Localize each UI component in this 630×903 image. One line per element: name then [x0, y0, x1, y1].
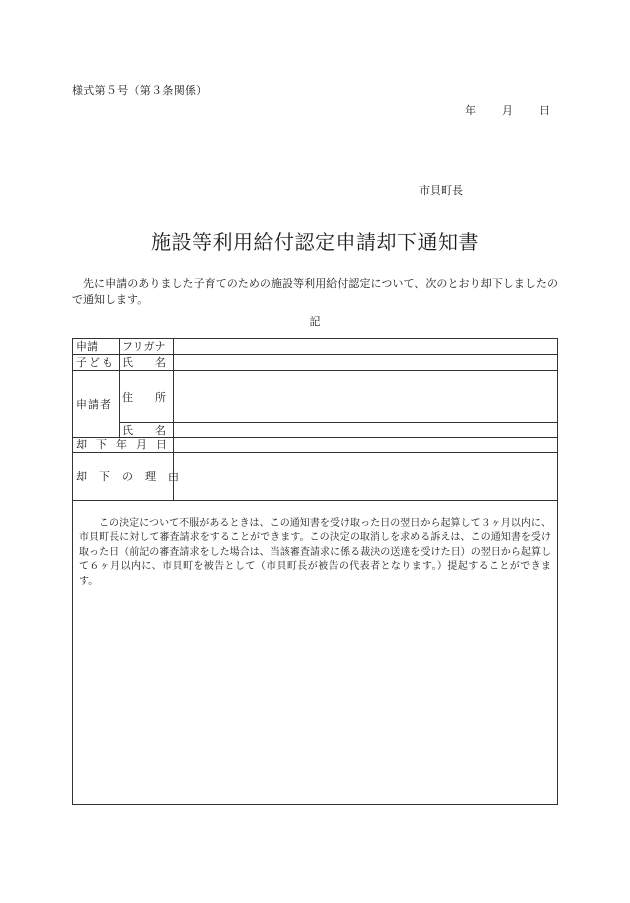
month-label: 月 — [502, 104, 513, 117]
row-divider — [73, 500, 557, 501]
row-divider — [73, 370, 557, 371]
issuer-name: 市貝町長 — [419, 184, 463, 197]
row-divider — [73, 452, 557, 453]
rejection-date-label: 却下年月日 — [76, 438, 176, 451]
column-divider — [119, 339, 120, 437]
ki-mark: 記 — [309, 315, 321, 328]
child-name-label: 氏名 — [122, 356, 188, 369]
row-divider — [73, 354, 557, 355]
rejection-form-table — [72, 338, 558, 805]
child-group-label-bottom: 子ども — [76, 356, 115, 369]
day-label: 日 — [539, 104, 550, 117]
rejection-reason-label: 却下の理由 — [76, 470, 191, 483]
address-label: 住所 — [122, 391, 188, 404]
form-number: 様式第５号（第３条関係） — [72, 84, 208, 97]
applicant-label: 申請者 — [76, 398, 112, 411]
furigana-label: フリガナ — [122, 340, 166, 353]
row-divider — [119, 422, 557, 423]
document-title: 施設等利用給付認定申請却下通知書 — [151, 230, 479, 254]
year-label: 年 — [465, 104, 476, 117]
appeal-notice: この決定について不服があるときは、この通知書を受け取った日の翌日から起算して３ヶ月以内に、市貝町長に対して審査請求をすることができます。この決定の取消しを求める訴えは、この通知書を受け取った日（前記の審査請求をした場合は、当該審査請求に係る裁決の送達を受けた日）の翌日から起算して６ヶ月以内に、市貝町を被告として（市貝町長が被告の代表者となります。）提起することができます。 — [79, 518, 551, 587]
issue-date — [439, 102, 550, 118]
notice-intro-paragraph: 先に申請のありました子育てのための施設等利用給付認定について、次のとおり却下しましたので通知します。 — [72, 277, 558, 306]
child-group-label-top: 申請 — [76, 340, 98, 353]
applicant-name-label: 氏名 — [122, 424, 188, 437]
